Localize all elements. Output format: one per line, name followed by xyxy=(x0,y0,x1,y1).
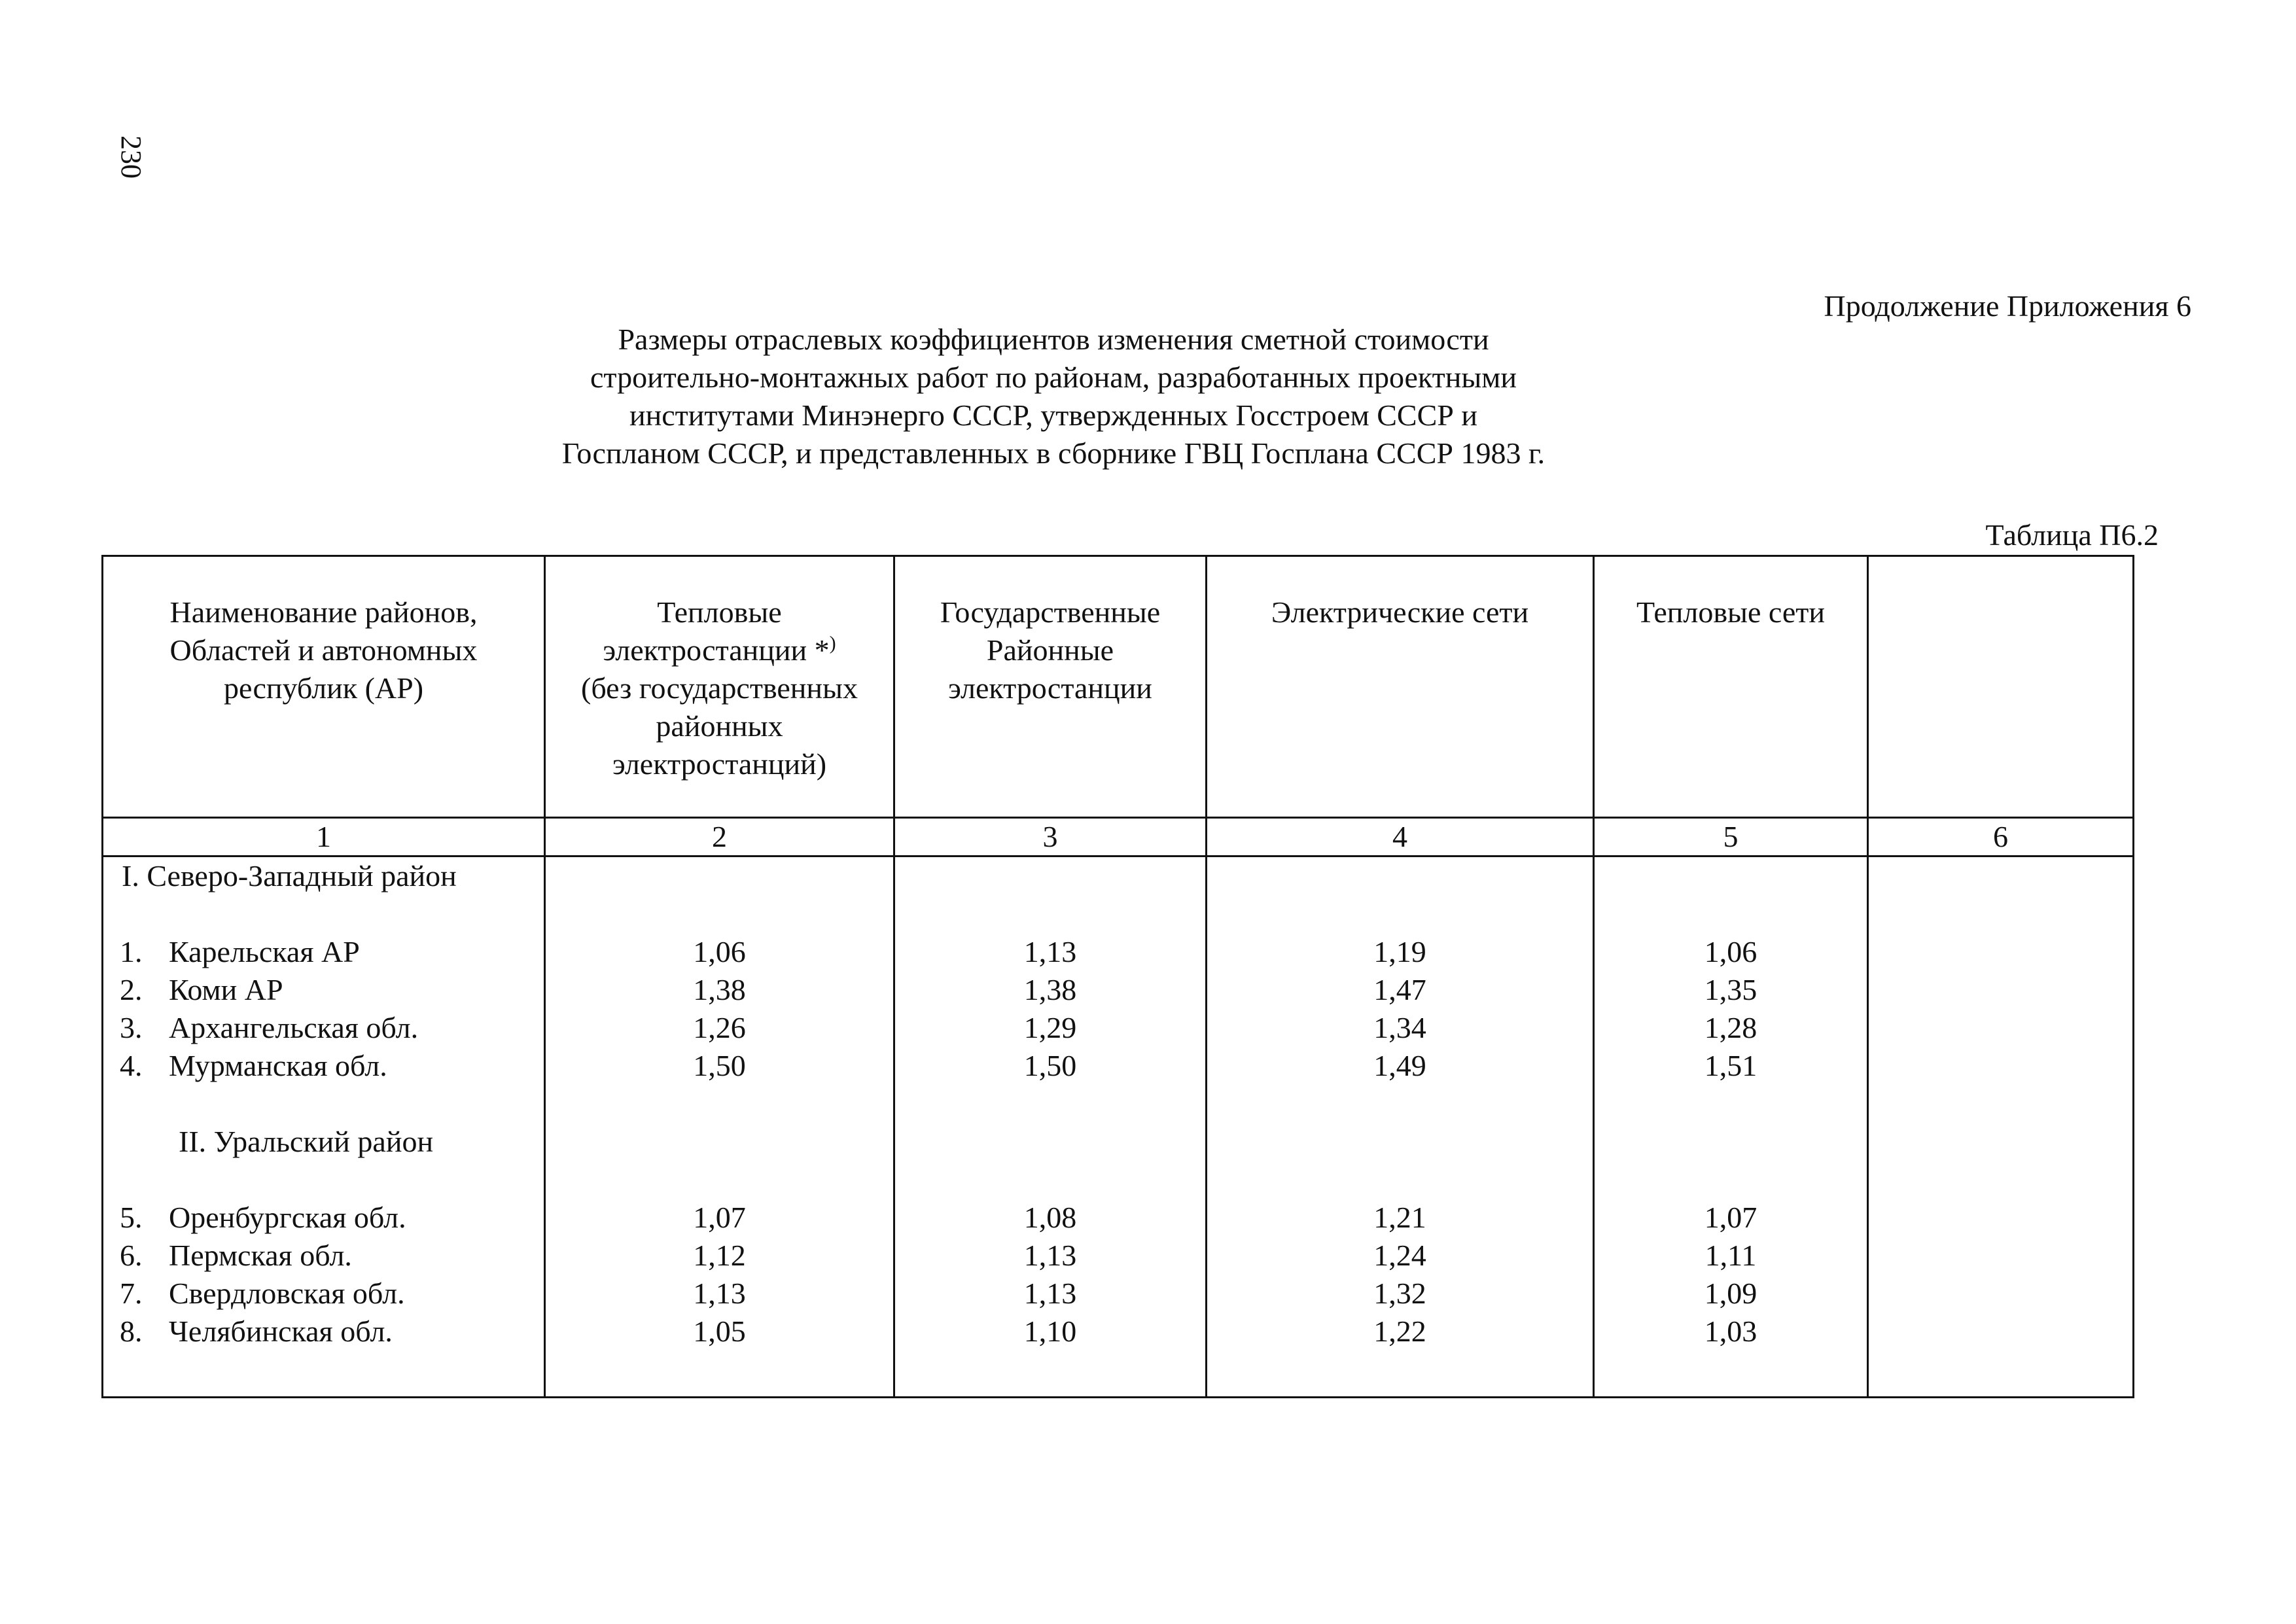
value-state-plants: 1,13 xyxy=(894,1237,1207,1275)
title-line-1: Размеры отраслевых коэффициентов изменения сметной стоимости xyxy=(618,323,1489,356)
value-thermal-plants: 1,12 xyxy=(545,1237,894,1275)
section-title: I. Северо-Западный район xyxy=(103,856,545,896)
header-col5-line-1: Тепловые сети xyxy=(1636,595,1825,629)
header-col2-line-3: (без государственных xyxy=(581,671,858,705)
value-state-plants: 1,13 xyxy=(894,1275,1207,1313)
header-col1-line-2: Областей и автономных xyxy=(169,633,478,667)
row-number: 4. xyxy=(120,1049,143,1082)
table-row xyxy=(103,1009,2134,1047)
header-thermal-power-plants xyxy=(545,556,894,818)
table-row xyxy=(103,1199,2134,1237)
header-col1-line-1: Наименование районов, xyxy=(169,595,478,629)
value-state-plants: 1,13 xyxy=(894,933,1207,971)
value-state-plants: 1,29 xyxy=(894,1009,1207,1047)
value-heat-networks: 1,35 xyxy=(1594,971,1868,1009)
header-col4-line-1: Электрические сети xyxy=(1271,595,1529,629)
value-col6 xyxy=(1868,1313,2134,1350)
value-thermal-plants: 1,26 xyxy=(545,1009,894,1047)
header-region-name xyxy=(103,556,545,818)
appendix-continuation-label: Продолжение Приложения 6 xyxy=(1824,289,2191,323)
header-empty-column xyxy=(1868,556,2134,818)
spacer-row xyxy=(103,895,2134,933)
region-name: Свердловская обл. xyxy=(169,1277,405,1310)
region-name: Оренбургская обл. xyxy=(169,1201,406,1234)
value-thermal-plants: 1,06 xyxy=(545,933,894,971)
header-state-regional-plants xyxy=(894,556,1207,818)
header-col2-line-2 xyxy=(546,631,893,669)
title-line-3: институтами Минэнерго СССР, утвержденных Госстроем СССР и xyxy=(629,398,1477,432)
header-col2-line-5: электростанций) xyxy=(612,747,827,781)
column-number: 3 xyxy=(894,818,1207,856)
value-electric-networks: 1,22 xyxy=(1207,1313,1594,1350)
value-heat-networks: 1,06 xyxy=(1594,933,1868,971)
header-col1-line-3: республик (АР) xyxy=(223,671,424,705)
column-number: 4 xyxy=(1207,818,1594,856)
table-row xyxy=(103,1237,2134,1275)
value-state-plants: 1,10 xyxy=(894,1313,1207,1350)
value-heat-networks: 1,51 xyxy=(1594,1047,1868,1085)
table-header-row xyxy=(103,556,2134,818)
spacer-row xyxy=(103,1161,2134,1199)
column-number: 1 xyxy=(103,818,545,856)
value-thermal-plants: 1,07 xyxy=(545,1199,894,1237)
header-col2-line-1: Тепловые xyxy=(657,595,782,629)
coefficients-table-wrapper xyxy=(101,555,2134,1398)
region-name-cell xyxy=(103,1313,545,1350)
value-electric-networks: 1,19 xyxy=(1207,933,1594,971)
table-row xyxy=(103,1047,2134,1085)
value-heat-networks: 1,09 xyxy=(1594,1275,1868,1313)
value-heat-networks: 1,28 xyxy=(1594,1009,1868,1047)
section-header-row xyxy=(103,856,2134,896)
region-name: Челябинская обл. xyxy=(169,1315,393,1348)
table-bottom-padding xyxy=(103,1350,2134,1398)
row-number: 5. xyxy=(120,1201,143,1234)
value-heat-networks: 1,11 xyxy=(1594,1237,1868,1275)
value-heat-networks: 1,03 xyxy=(1594,1313,1868,1350)
value-col6 xyxy=(1868,1275,2134,1313)
region-name: Архангельская обл. xyxy=(169,1011,419,1044)
column-number: 2 xyxy=(545,818,894,856)
header-heat-networks xyxy=(1594,556,1868,818)
header-col2-line-2-text: электростанции * xyxy=(603,633,830,667)
column-number: 6 xyxy=(1868,818,2134,856)
value-col6 xyxy=(1868,1047,2134,1085)
region-name-cell xyxy=(103,1199,545,1237)
row-number: 8. xyxy=(120,1315,143,1348)
value-col6 xyxy=(1868,971,2134,1009)
region-name-cell xyxy=(103,971,545,1009)
region-name-cell xyxy=(103,1047,545,1085)
page-number: 230 xyxy=(115,135,147,179)
row-number: 3. xyxy=(120,1011,143,1044)
row-number: 7. xyxy=(120,1277,143,1310)
table-label: Таблица П6.2 xyxy=(1985,518,2159,552)
footnote-mark: ) xyxy=(829,632,836,654)
value-electric-networks: 1,34 xyxy=(1207,1009,1594,1047)
value-col6 xyxy=(1868,1009,2134,1047)
table-row xyxy=(103,1275,2134,1313)
region-name: Карельская АР xyxy=(169,935,360,968)
value-heat-networks: 1,07 xyxy=(1594,1199,1868,1237)
coefficients-table xyxy=(101,555,2134,1398)
header-electric-networks xyxy=(1207,556,1594,818)
header-col2-line-4: районных xyxy=(656,709,783,743)
value-col6 xyxy=(1868,1199,2134,1237)
region-name: Мурманская обл. xyxy=(169,1049,387,1082)
value-col6 xyxy=(1868,1237,2134,1275)
document-title xyxy=(458,321,1649,472)
value-state-plants: 1,38 xyxy=(894,971,1207,1009)
table-row xyxy=(103,971,2134,1009)
column-number: 5 xyxy=(1594,818,1868,856)
value-electric-networks: 1,47 xyxy=(1207,971,1594,1009)
title-line-4: Госпланом СССР, и представленных в сборнике ГВЦ Госплана СССР 1983 г. xyxy=(561,436,1545,470)
row-number: 6. xyxy=(120,1239,143,1272)
header-col3-line-1: Государственные xyxy=(940,595,1161,629)
value-thermal-plants: 1,50 xyxy=(545,1047,894,1085)
region-name-cell xyxy=(103,1009,545,1047)
value-thermal-plants: 1,38 xyxy=(545,971,894,1009)
value-electric-networks: 1,49 xyxy=(1207,1047,1594,1085)
column-number-row xyxy=(103,818,2134,856)
value-thermal-plants: 1,13 xyxy=(545,1275,894,1313)
region-name-cell xyxy=(103,1237,545,1275)
region-name: Коми АР xyxy=(169,973,283,1006)
value-thermal-plants: 1,05 xyxy=(545,1313,894,1350)
table-row xyxy=(103,933,2134,971)
region-name: Пермская обл. xyxy=(169,1239,352,1272)
section-title: II. Уральский район xyxy=(103,1123,545,1161)
region-name-cell xyxy=(103,1275,545,1313)
row-number: 1. xyxy=(120,935,143,968)
region-name-cell xyxy=(103,933,545,971)
value-col6 xyxy=(1868,933,2134,971)
value-electric-networks: 1,21 xyxy=(1207,1199,1594,1237)
value-state-plants: 1,50 xyxy=(894,1047,1207,1085)
spacer-row xyxy=(103,1085,2134,1123)
table-row xyxy=(103,1313,2134,1350)
row-number: 2. xyxy=(120,973,143,1006)
header-col3-line-3: электростанции xyxy=(948,671,1152,705)
title-line-2: строительно-монтажных работ по районам, разработанных проектными xyxy=(590,361,1517,394)
section-header-row xyxy=(103,1123,2134,1161)
value-electric-networks: 1,32 xyxy=(1207,1275,1594,1313)
value-state-plants: 1,08 xyxy=(894,1199,1207,1237)
value-electric-networks: 1,24 xyxy=(1207,1237,1594,1275)
header-col3-line-2: Районные xyxy=(986,633,1114,667)
